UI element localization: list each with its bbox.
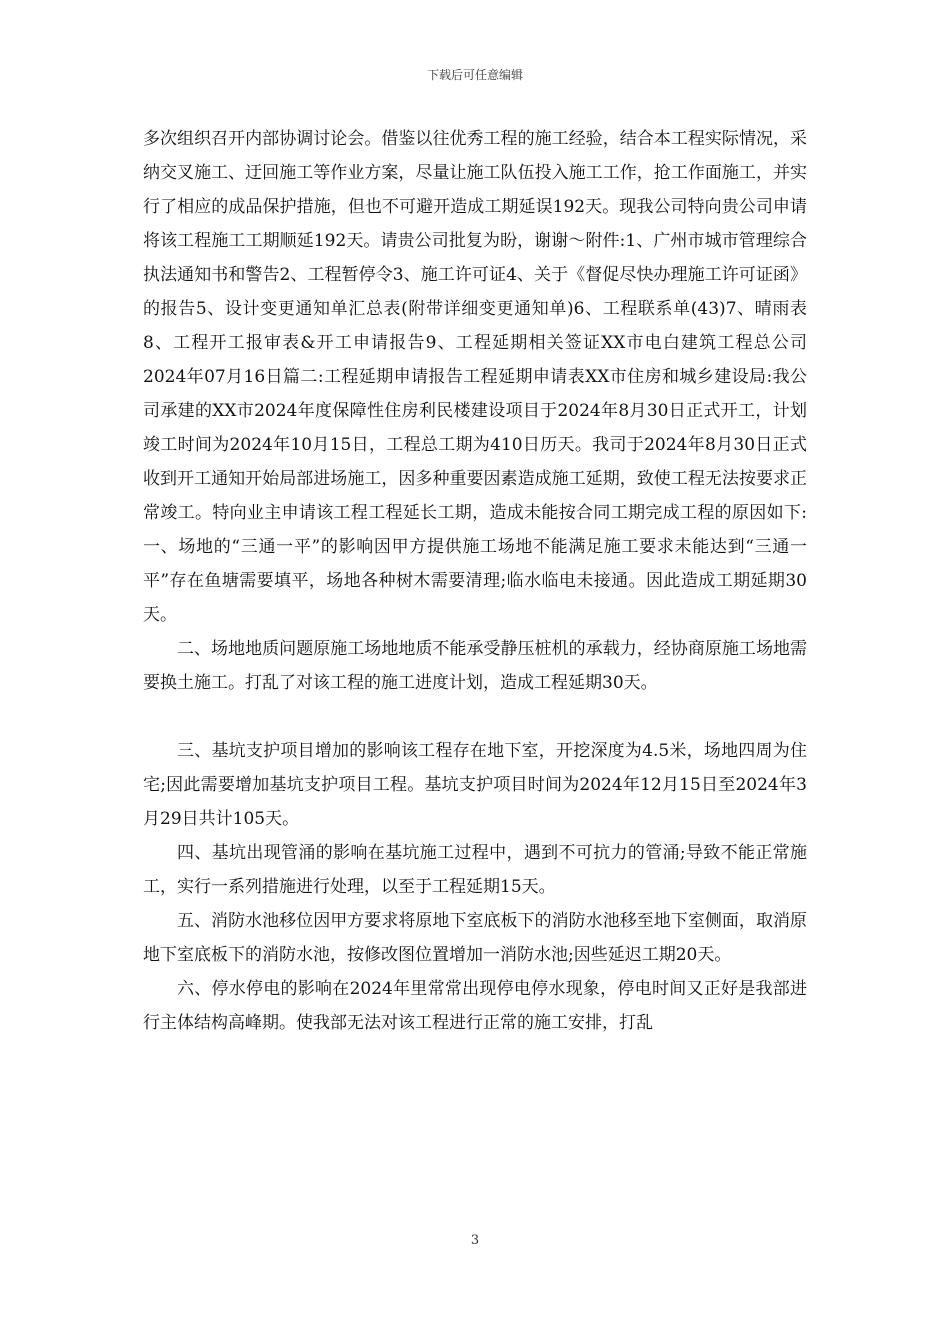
- page-number: 3: [470, 1233, 480, 1248]
- paragraph-item-5: 五、消防水池移位因甲方要求将原地下室底板下的消防水池移至地下室侧面，取消原地下室底板下的消防水池，按修改图位置增加一消防水池;因些延迟工期20天。: [143, 911, 807, 965]
- paragraph-item-6: 六、停水停电的影响在2024年里常常出现停电停水现象，停电时间又正好是我部进行主体结构高峰期。使我部无法对该工程进行正常的施工安排，打乱: [143, 979, 807, 1033]
- page-header: 下载后可任意编辑: [426, 68, 523, 82]
- paragraph-item-2: 二、场地地质问题原施工场地地质不能承受静压桩机的承载力，经协商原施工场地需要换土施工。打乱了对该工程的施工进度计划，造成工程延期30天。: [143, 639, 807, 693]
- document-body: [143, 122, 807, 1040]
- paragraph-item-3: 三、基坑支护项目增加的影响该工程存在地下室，开挖深度为4.5米，场地四周为住宅;因此需要增加基坑支护项目工程。基坑支护项目时间为2024年12月15日至2024年3月29日共计105天。: [143, 741, 807, 829]
- paragraph-item-4: 四、基坑出现管涌的影响在基坑施工过程中，遇到不可抗力的管涌;导致不能正常施工，实行一系列措施进行处理，以至于工程延期15天。: [143, 843, 807, 897]
- paragraph-continuation: 多次组织召开内部协调讨论会。借鉴以往优秀工程的施工经验，结合本工程实际情况，采纳交叉施工、迂回施工等作业方案，尽量让施工队伍投入施工工作，抢工作面施工，并实行了相应的成品保护措施，但也不可避开造成工期延误192天。现我公司特向贵公司申请将该工程施工工期顺延192天。请贵公司批复为盼，谢谢～附件:1、广州市城市管理综合执法通知书和警告2、工程暂停令3、施工许可证4、关于《督促尽快办理施工许可证函》的报告5、设计变更通知单汇总表(附带详细变更通知单)6、工程联系单(43)7、晴雨表8、工程开工报审表&开工申请报告9、工程延期相关签证XX市电白建筑工程总公司2024年07月16日篇二:工程延期申请报告工程延期申请表XX市住房和城乡建设局:我公司承建的XX市2024年度保障性住房利民楼建设项目于2024年8月30日正式开工，计划竣工时间为2024年10月15日，工程总工期为410日历天。我司于2024年8月30日正式收到开工通知开始局部进场施工，因多种重要因素造成施工延期，致使工程无法按要求正常竣工。特向业主申请该工程工程延长工期，造成未能按合同工期完成工程的原因如下:一、场地的“三通一平”的影响因甲方提供施工场地不能满足施工要求未能达到“三通一平”存在鱼塘需要填平，场地各种树木需要清理;临水临电未接通。因此造成工期延期30天。: [143, 129, 807, 625]
